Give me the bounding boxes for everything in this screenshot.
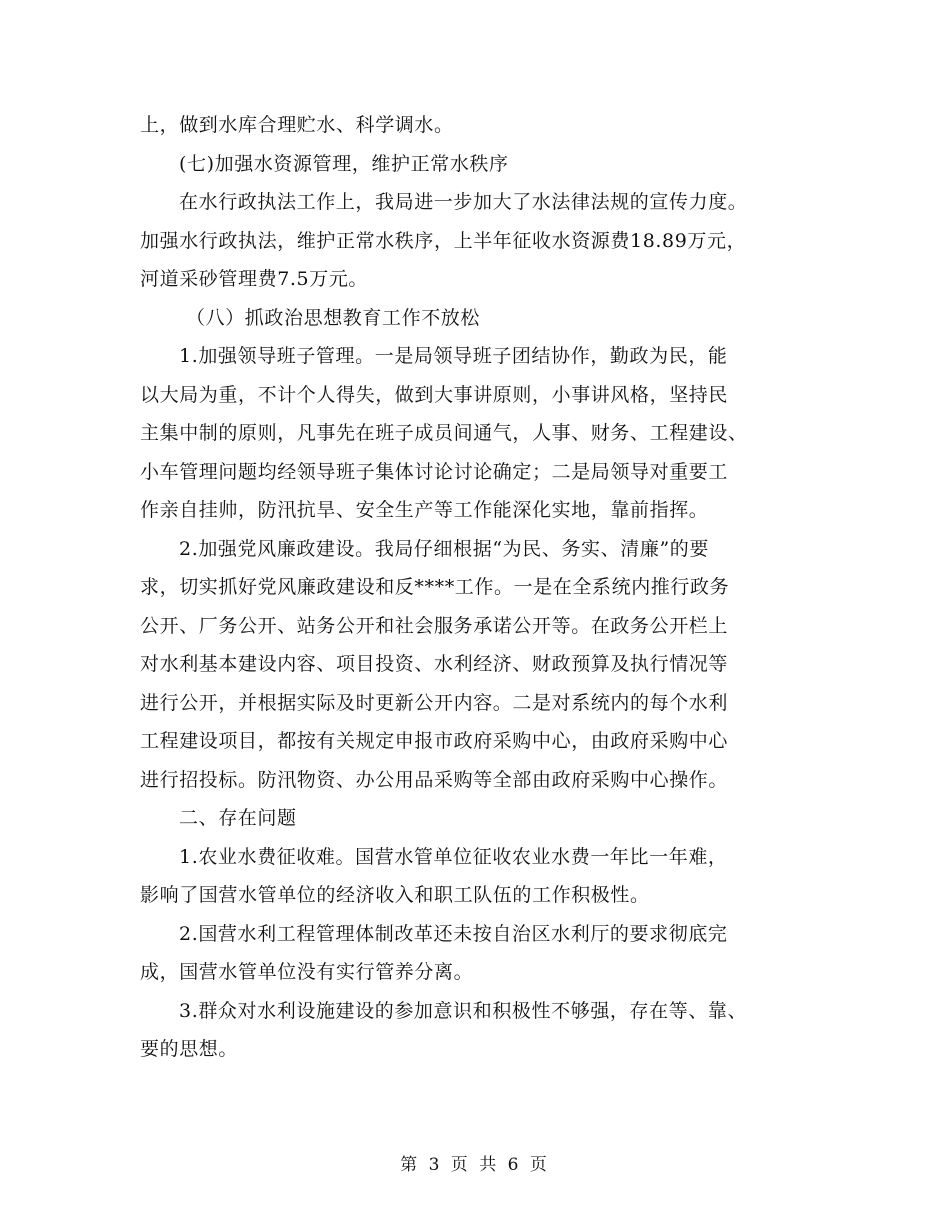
paragraph-line: 影响了国营水管单位的经济收入和职工队伍的工作积极性。 [140, 884, 650, 906]
paragraph-line: 要的思想。 [140, 1038, 239, 1060]
paragraph-line: 2.国营水利工程管理体制改革还未按自治区水利厅的要求彻底完 [179, 922, 728, 945]
paragraph-line: 作亲自挂帅，防汛抗旱、安全生产等工作能深化实地，靠前指挥。 [140, 499, 709, 521]
paragraph-line: 3.群众对水利设施建设的参加意识和积极性不够强，存在等、靠、 [179, 999, 748, 1022]
paragraph-line: 1.加强领导班子管理。一是局领导班子团结协作，勤政为民，能 [179, 345, 728, 367]
paragraph-line: 上，做到水库合理贮水、科学调水。 [140, 114, 454, 136]
paragraph-line: 主集中制的原则，凡事先在班子成员间通气，人事、财务、工程建设、 [140, 422, 748, 444]
paragraph-line: 河道采砂管理费7.5万元。 [140, 268, 369, 290]
page-number-footer: 第 3 页 共 6 页 [400, 1155, 550, 1175]
document-body [140, 106, 810, 1069]
section-heading: 二、存在问题 [179, 807, 297, 829]
paragraph-line: 2.加强党风廉政建设。我局仔细根据“为民、务实、清廉”的要 [179, 537, 709, 560]
section-heading: (七)加强水资源管理，维护正常水秩序 [179, 152, 509, 175]
paragraph-line: 小车管理问题均经领导班子集体讨论讨论确定；二是局领导对重要工 [140, 460, 729, 483]
paragraph-line: 1.农业水费征收难。国营水管单位征收农业水费一年比一年难， [179, 845, 728, 868]
paragraph-line: 求，切实抓好党风廉政建设和反****工作。一是在全系统内推行政务 [140, 576, 730, 598]
paragraph-line: 在水行政执法工作上，我局进一步加大了水法律法规的宣传力度。 [179, 191, 748, 213]
paragraph-line: 加强水行政执法，维护正常水秩序，上半年征收水资源费18.89万元， [140, 229, 747, 252]
section-heading: （八）抓政治思想教育工作不放松 [186, 306, 481, 329]
paragraph-line: 以大局为重，不计个人得失，做到大事讲原则，小事讲风格，坚持民 [140, 383, 729, 406]
paragraph-line: 进行公开，并根据实际及时更新公开内容。二是对系统内的每个水利 [140, 691, 729, 714]
paragraph-line: 对水利基本建设内容、项目投资、水利经济、财政预算及执行情况等 [140, 653, 729, 675]
paragraph-line: 公开、厂务公开、站务公开和社会服务承诺公开等。在政务公开栏上 [140, 614, 729, 637]
paragraph-line: 进行招投标。防汛物资、办公用品采购等全部由政府采购中心操作。 [140, 768, 729, 791]
paragraph-line: 成，国营水管单位没有实行管养分离。 [140, 961, 474, 983]
paragraph-line: 工程建设项目，都按有关规定申报市政府采购中心，由政府采购中心 [140, 730, 729, 752]
